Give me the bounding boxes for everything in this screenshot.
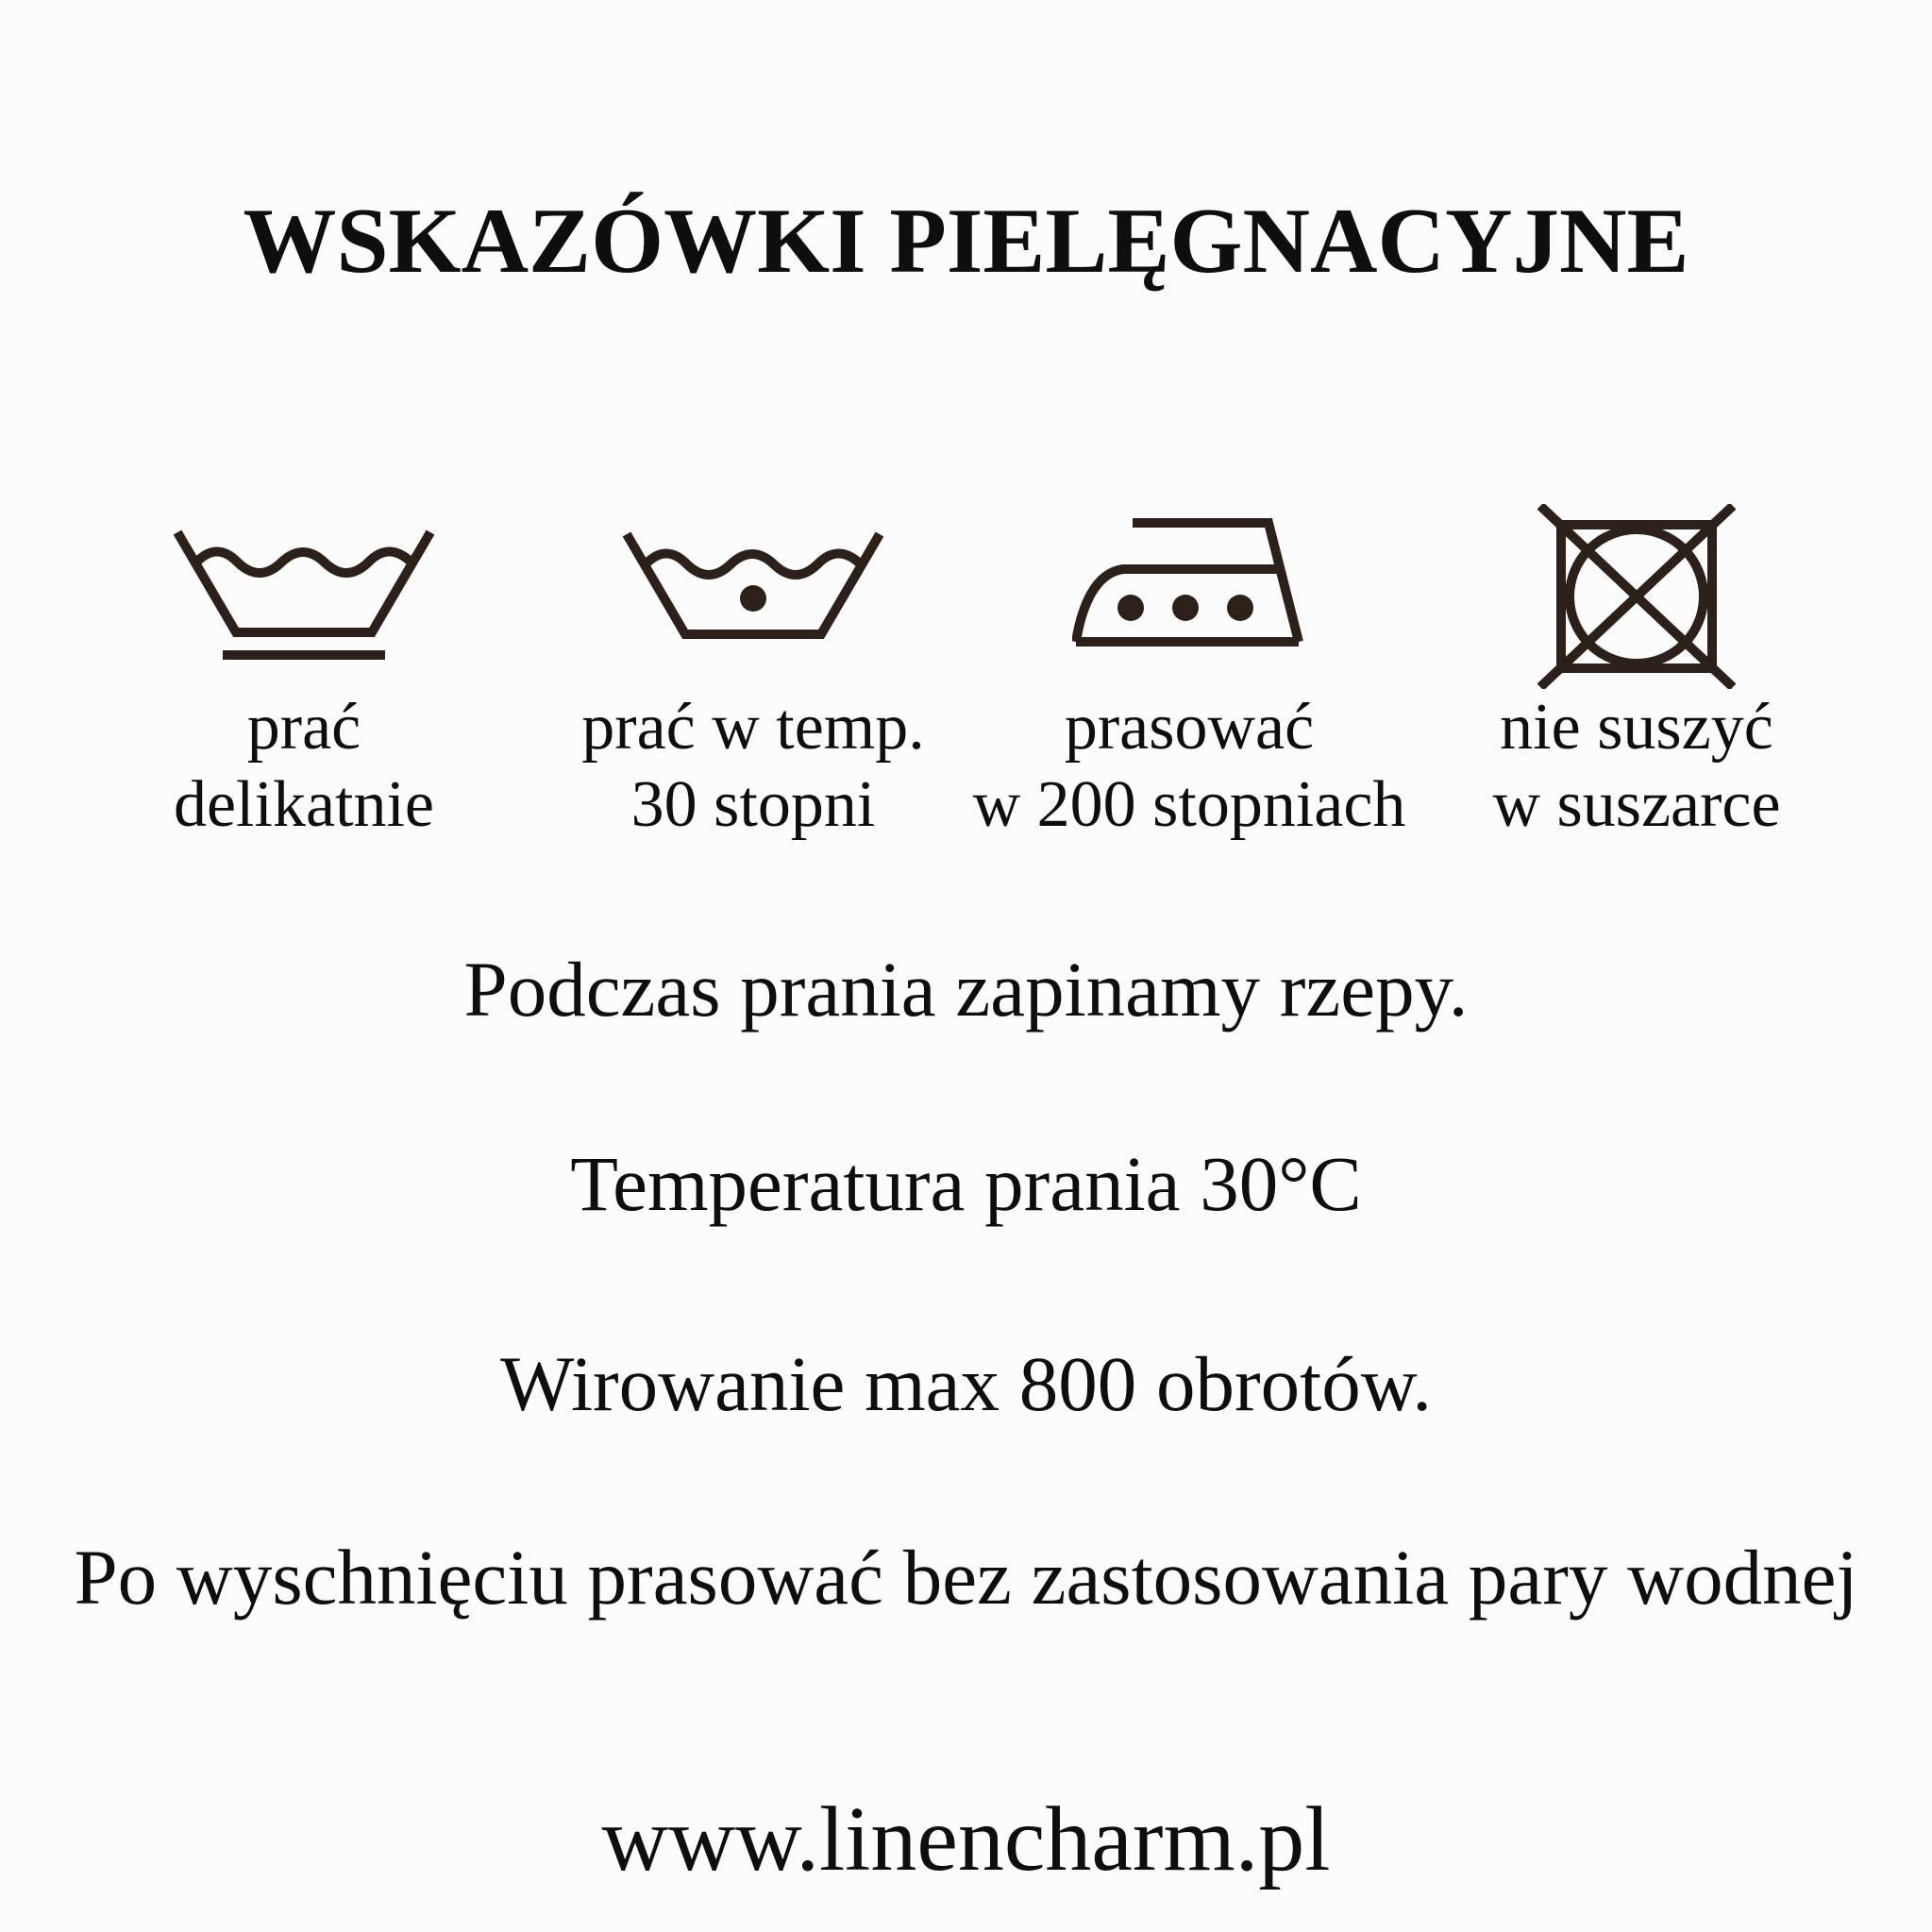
icon-box <box>531 500 975 663</box>
caption-line: prać <box>246 691 361 764</box>
wash-gentle-icon <box>170 527 438 663</box>
care-symbol-wash-gentle <box>82 500 526 844</box>
care-symbol-no-tumble-dry <box>1415 500 1858 844</box>
icon-box <box>1415 500 1858 663</box>
no-tumble-dry-icon <box>1537 504 1737 689</box>
care-symbol-caption <box>1415 689 1858 844</box>
caption-line: prać w temp. <box>581 691 925 764</box>
caption-line: w suszarce <box>1492 768 1781 841</box>
care-symbol-caption <box>82 689 526 844</box>
website-url: www.linencharm.pl <box>601 1789 1331 1890</box>
care-symbols-row <box>0 500 1932 925</box>
icon-box <box>82 500 526 663</box>
caption-line: 30 stopni <box>630 768 876 841</box>
care-symbol-caption <box>531 689 975 844</box>
wash-30-icon <box>619 529 887 644</box>
icon-box <box>967 500 1411 663</box>
caption-line: nie suszyć <box>1500 691 1773 764</box>
page-title: WSKAZÓWKI PIELĘGNACYJNE <box>243 190 1689 293</box>
care-symbol-caption <box>967 689 1411 844</box>
caption-line: prasować <box>1064 691 1315 764</box>
care-symbol-iron-200 <box>967 500 1411 844</box>
instruction-iron-no-steam: Po wyschnięciu prasować bez zastosowania pary wodnej <box>74 1534 1858 1621</box>
care-symbol-wash-30 <box>531 500 975 844</box>
caption-line: w 200 stopniach <box>972 768 1406 841</box>
instruction-spin-speed: Wirowanie max 800 obrotów. <box>499 1340 1433 1427</box>
instruction-fasten-velcro: Podczas prania zapinamy rzepy. <box>463 946 1469 1033</box>
instruction-wash-temperature: Temperatura prania 30°C <box>570 1140 1362 1227</box>
iron-200-icon <box>1072 516 1306 648</box>
caption-line: delikatnie <box>173 768 434 841</box>
